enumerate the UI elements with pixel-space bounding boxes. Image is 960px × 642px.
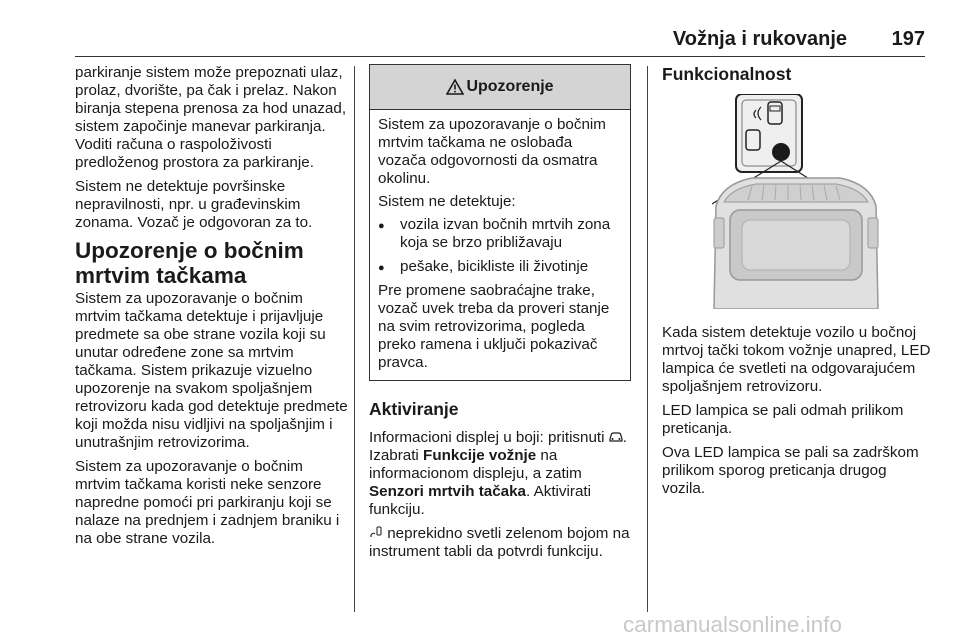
bullet-list: [378, 216, 622, 276]
warning-box: [369, 64, 631, 381]
paragraph-activation: Informacioni displej u boji: pritisnuti . Izabrati Funkcije vožnje na informacionom displeju, a zatim Senzori mrtvih tačaka. Aktivirati funkciju.: [369, 429, 627, 518]
blind-spot-indicator-icon: [369, 526, 383, 538]
page-number: 197: [891, 28, 925, 50]
watermark: carmanualsonline.info: [623, 612, 842, 637]
car-settings-icon: [609, 431, 623, 443]
warning-text: Sistem za upozoravanje o bočnim mrtvim tačkama ne oslobađa vozača odgovornosti da osmatra okolinu.: [378, 116, 606, 187]
column-left: [75, 64, 349, 554]
warning-text: Sistem ne detektuje:: [378, 193, 516, 210]
column-divider-2: [647, 66, 648, 612]
warning-triangle-icon: [446, 79, 464, 95]
warning-header: [370, 65, 630, 110]
paragraph: parkiranje sistem može prepoznati ulaz, prolaz, dvorište, pa čak i prelaz. Nakon biranja stepena prenosa za hod unazad, sistem započinje manevar parkiranja. Voditi računa o raspoloživosti predloženog prostora za parkiranje.: [75, 64, 347, 171]
paragraph: Sistem za upozoravanje o bočnim mrtvim tačkama koristi neke senzore napredne pomoći pri parkiranju koji se nalaze na prednjem i zadnjem braniku i na obe strane vozila.: [75, 458, 340, 547]
column-right: [662, 64, 932, 504]
paragraph: Sistem ne detektuje površinske nepravilnosti, npr. u građevinskim zonama. Vozač je odgovoran za to.: [75, 178, 313, 231]
section-heading-blind-spot: Upozorenje o bočnim mrtvim tačkama: [75, 238, 304, 288]
list-item: ● vozila izvan bočnih mrtvih zona koja se brzo približavaju: [378, 216, 622, 252]
section-heading-functionality: Funkcionalnost: [662, 64, 792, 84]
page-header: [75, 26, 925, 57]
warning-title: Upozorenje: [466, 78, 554, 95]
section-heading-activation: Aktiviranje: [369, 399, 459, 419]
list-item: ● pešake, bicikliste ili životinje: [378, 258, 622, 276]
warning-body: [370, 110, 630, 380]
column-middle: [369, 64, 631, 567]
paragraph: Sistem za upozoravanje o bočnim mrtvim tačkama detektuje i prijavljuje predmete sa obe strane vozila koji su unutar određene zone sa mrtvim tačkama. Sistem prikazuje vizuelno upozorenje na svakom spoljašnjem retrovizoru kada god detektuje predmete koji možda nisu vidljivi na spoljašnjim i unutrašnjim retrovizorima.: [75, 290, 348, 451]
warning-text: Pre promene saobraćajne trake, vozač uvek treba da proveri stanje na svim retrovizorima, pogleda preko ramena i uključi pokazivač pravca.: [378, 282, 610, 371]
vehicle-rear-mirror-illustration: [712, 94, 880, 309]
chapter-title: Vožnja i rukovanje: [672, 28, 847, 50]
mirror-led-illustration: [712, 94, 932, 314]
paragraph: Kada sistem detektuje vozilo u bočnoj mrtvoj tački tokom vožnje unapred, LED lampica će svetleti na odgovarajućem spoljašnjem retrovizoru.: [662, 324, 931, 395]
column-divider-1: [354, 66, 355, 612]
paragraph: LED lampica se pali odmah prilikom preticanja.: [662, 402, 904, 437]
paragraph: Ova LED lampica se pali sa zadrškom prilikom sporog preticanja drugog vozila.: [662, 444, 919, 497]
paragraph-indicator: neprekidno svetli zelenom bojom na instrument tabli da potvrdi funkciju.: [369, 525, 630, 560]
